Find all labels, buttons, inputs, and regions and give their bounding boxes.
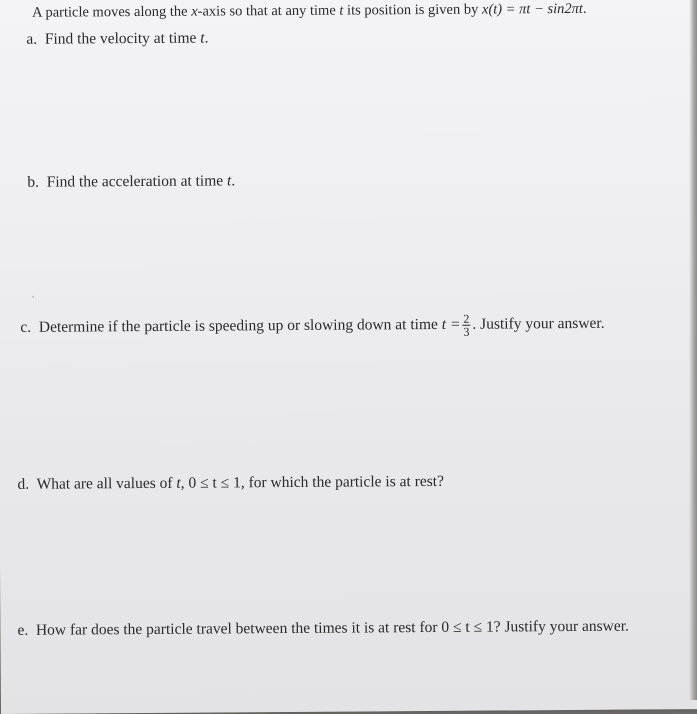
intro-end: . — [582, 0, 587, 17]
question-b-label: b. — [27, 173, 39, 191]
question-d-variable: t — [176, 474, 181, 492]
question-e-text: How far does the particle travel between the times it is at rest for — [35, 618, 442, 639]
question-b-variable: t — [226, 172, 232, 190]
problem-intro — [32, 1, 587, 22]
question-d-text: What are all values of — [36, 474, 177, 493]
intro-text-2: -axis so that at any time — [197, 2, 340, 20]
paper-speck — [32, 296, 34, 298]
question-b — [27, 172, 235, 191]
question-b-text: Find the acceleration at time — [46, 172, 228, 191]
question-d-text-2: , for which the particle is at rest? — [240, 472, 445, 492]
question-a — [26, 30, 208, 49]
question-d — [17, 473, 444, 494]
question-b-end: . — [231, 172, 236, 190]
question-a-text: Find the velocity at time — [44, 29, 201, 48]
position-formula: x(t) = πt − sin2πt — [481, 0, 583, 18]
intro-t-variable: t — [339, 2, 344, 19]
intro-x-variable: x — [191, 3, 198, 20]
intro-text-3: its position is given by — [343, 1, 483, 19]
question-a-label: a. — [26, 30, 38, 48]
question-e-label: e. — [17, 621, 29, 639]
question-c-label: c. — [20, 318, 32, 336]
fraction-numerator: 2 — [463, 311, 470, 326]
page-edge-shadow — [689, 0, 697, 700]
question-c-end: . Justify your answer. — [472, 314, 605, 333]
question-c-equation: t = — [441, 315, 461, 333]
question-c-text: Determine if the particle is speeding up or slowing down at time — [38, 315, 442, 336]
question-e-range: 0 ≤ t ≤ 1 — [441, 618, 494, 636]
fraction-denominator: 3 — [463, 324, 470, 339]
intro-text: A particle moves along the — [32, 3, 192, 21]
question-d-label: d. — [17, 475, 30, 493]
time-fraction — [462, 313, 470, 338]
question-e-text-2: ? Justify your answer. — [493, 617, 629, 636]
question-a-end: . — [204, 29, 209, 47]
question-e — [17, 618, 629, 640]
question-c — [20, 312, 604, 341]
question-d-range: , 0 ≤ t ≤ 1 — [180, 474, 241, 492]
question-a-variable: t — [200, 29, 205, 47]
